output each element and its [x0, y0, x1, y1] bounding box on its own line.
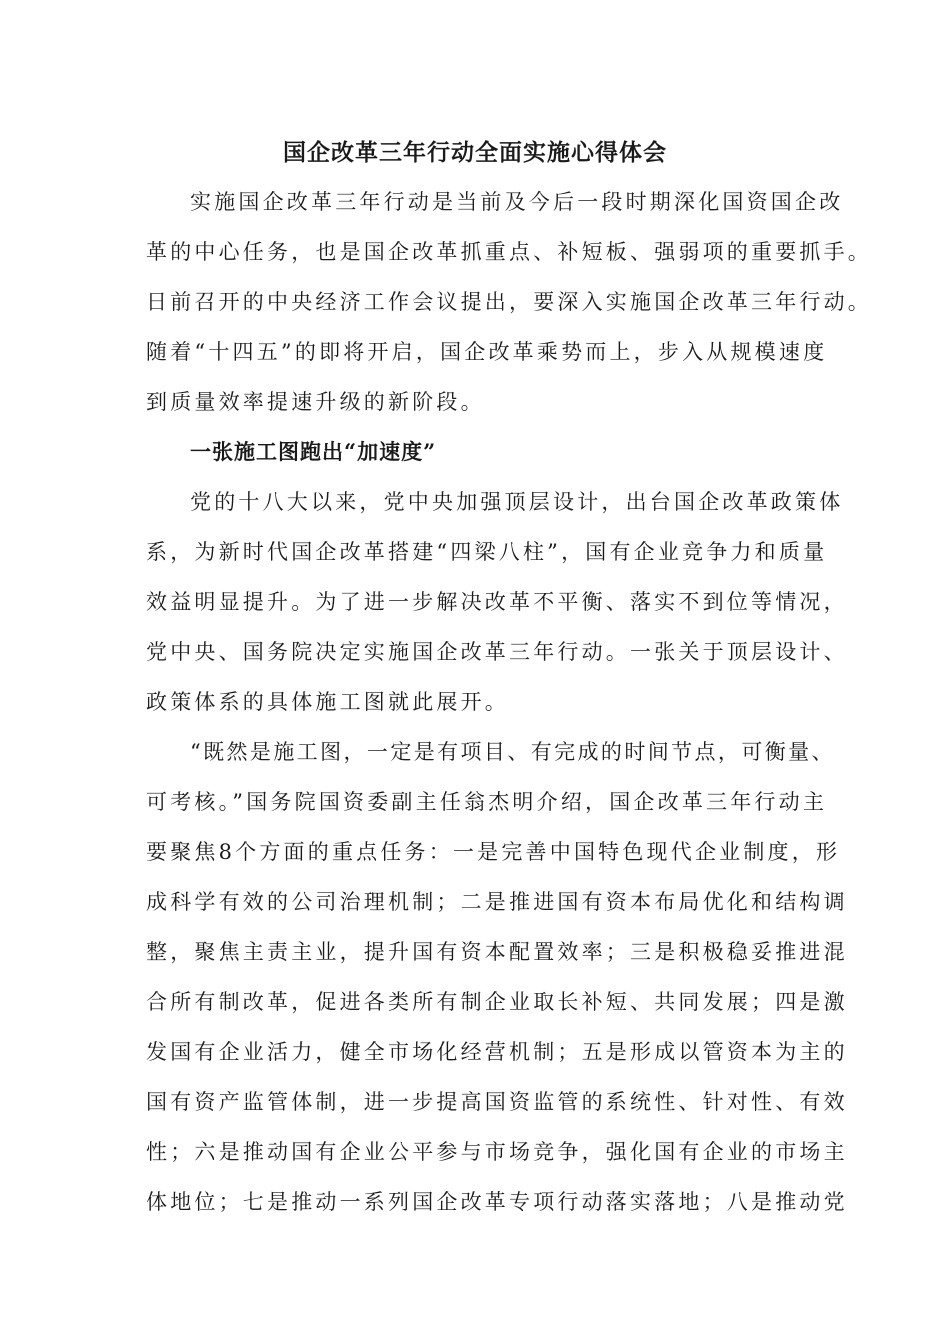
para2-line-3: 要聚焦8个方面的重点任务：一是完善中国特色现代企业制度，形	[146, 840, 841, 864]
para1-line-4: 党中央、国务院决定实施国企改革三年行动。一张关于顶层设计、	[146, 640, 848, 664]
para2-line-9: 性；六是推动国有企业公平参与市场竞争，强化国有企业的市场主	[146, 1140, 848, 1164]
para1-line-3: 效益明显提升。为了进一步解决改革不平衡、落实不到位等情况，	[146, 590, 848, 614]
para2-line-1: “既然是施工图，一定是有项目、有完成的时间节点，可衡量、	[190, 740, 835, 764]
para2-line-4: 成科学有效的公司治理机制；二是推进国有资本布局优化和结构调	[146, 890, 848, 914]
intro-line-5: 到质量效率提速升级的新阶段。	[146, 390, 485, 414]
intro-line-2: 革的中心任务，也是国企改革抓重点、补短板、强弱项的重要抓手。	[146, 240, 872, 264]
para2-line-5: 整，聚焦主责主业，提升国有资本配置效率；三是积极稳妥推进混	[146, 940, 848, 964]
para1-line-1: 党的十八大以来，党中央加强顶层设计，出台国企改革政策体	[190, 490, 844, 514]
para1-line-5: 政策体系的具体施工图就此展开。	[146, 690, 509, 714]
section-heading: 一张施工图跑出“加速度”	[190, 439, 437, 464]
document-title: 国企改革三年行动全面实施心得体会	[283, 139, 667, 166]
para2-line-8: 国有资产监管体制，进一步提高国资监管的系统性、针对性、有效	[146, 1090, 848, 1114]
para2-line-6: 合所有制改革，促进各类所有制企业取长补短、共同发展；四是激	[146, 990, 848, 1014]
intro-line-1: 实施国企改革三年行动是当前及今后一段时期深化国资国企改	[190, 190, 844, 214]
intro-line-3: 日前召开的中央经济工作会议提出，要深入实施国企改革三年行动。	[146, 290, 872, 314]
para2-line-10: 体地位；七是推动一系列国企改革专项行动落实落地；八是推动党	[146, 1190, 848, 1214]
intro-line-4: 随着“十四五”的即将开启，国企改革乘势而上，步入从规模速度	[146, 340, 828, 364]
para1-line-2: 系，为新时代国企改革搭建“四梁八柱”，国有企业竞争力和质量	[146, 540, 828, 564]
para2-line-2: 可考核。”国务院国资委副主任翁杰明介绍，国企改革三年行动主	[146, 790, 828, 814]
para2-line-7: 发国有企业活力，健全市场化经营机制；五是形成以管资本为主的	[146, 1040, 848, 1064]
